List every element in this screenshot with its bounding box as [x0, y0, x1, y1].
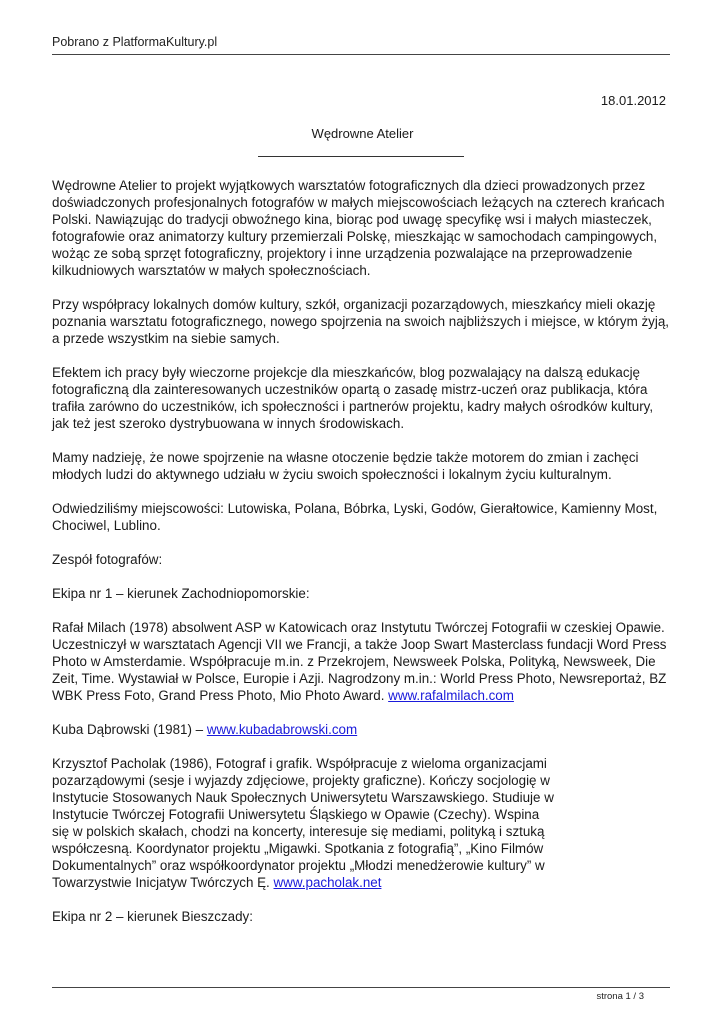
- bio-pacholak: [52, 755, 560, 891]
- bio-milach: [52, 619, 672, 704]
- paragraph: Ekipa nr 2 – kierunek Bieszczady:: [52, 909, 253, 924]
- document-date: 18.01.2012: [600, 93, 666, 108]
- dabrowski-website-link[interactable]: www.kubadabrowski.com: [206, 722, 358, 737]
- footer-divider: [52, 987, 670, 988]
- paragraph: Efektem ich pracy były wieczorne projekcje dla mieszkańców, blog pozwalający na dalszą edukację fotograficzną dla zainteresowanych uczestników opartą o zasadę mistrz-uczeń oraz publikacja, która trafiła zarówno do uczestników, ich społeczności i partnerów projektu, kadry małych ośrodków kultury, jak też jest szeroko dystrybuowana w innych środowiskach.: [52, 365, 654, 431]
- document-title: Wędrowne Atelier: [311, 126, 414, 141]
- paragraph: Mamy nadzieję, że nowe spojrzenie na własne otoczenie będzie także motorem do zmian i zachęci młodych ludzi do aktywnego udziału w życiu swoich społeczności i lokalnym życiu kulturalnym.: [52, 450, 639, 482]
- bio-dabrowski: [52, 721, 672, 738]
- document-body: [52, 177, 672, 942]
- paragraph: Ekipa nr 1 – kierunek Zachodniopomorskie:: [52, 586, 310, 601]
- paragraph: Przy współpracy lokalnych domów kultury, szkół, organizacji pozarządowych, mieszkańcy mieli okazję poznania warsztatu fotograficznego, nowego spojrzenia na swoich najbliższych i miejsce, w którym żyją, a przede wszystkim na siebie samych.: [52, 297, 670, 346]
- bio-text: Krzysztof Pacholak (1986), Fotograf i grafik. Współpracuje z wieloma organizacjami pozarządowymi (sesje i wyjazdy zdjęciowe, projekty graficzne). Kończy socjologię w Instytucie Stosowanych Nauk Społecznych Uniwersytetu Warszawskiego. Studiuje w Instytucie Twórczej Fotografii Uniwersytetu Śląskiego w Opawie (Czechy). Wspina się w polskich skałach, chodzi na koncerty, interesuje się mediami, polityką i sztuką współczesną. Koordynator projektu „Migawki. Spotkania z fotografią”, „Kino Filmów Dokumentalnych” oraz współkoordynator projektu „Młodzi menedżerowie kultury” w Towarzystwie Inicjatyw Twórczych Ę.: [52, 756, 554, 890]
- header-divider: [52, 54, 670, 55]
- bio-text: Rafał Milach (1978) absolwent ASP w Katowicach oraz Instytutu Twórczej Fotografii w czeskiej Opawie. Uczestniczył w warsztatach Agencji VII we Francji, a także Joop Swart Masterclass fundacji Word Press Photo w Amsterdamie. Współpracuje m.in. z Przekrojem, Newsweek Polska, Polityką, Newsweek, Die Zeit, Time. Wystawiał w Polsce, Europie i Azji. Nagrodzony m.in.: World Press Photo, Newsreportaż, BZ WBK Press Foto, Grand Press Photo, Mio Photo Award.: [52, 620, 667, 703]
- milach-website-link[interactable]: www.rafalmilach.com: [388, 688, 514, 703]
- header-source: Pobrano z PlatformaKultury.pl: [52, 35, 218, 49]
- paragraph: Odwiedziliśmy miejscowości: Lutowiska, Polana, Bóbrka, Lyski, Godów, Gierałtowice, Kamienny Most, Chociwel, Lublino.: [52, 501, 658, 533]
- bio-text: Kuba Dąbrowski (1981) –: [52, 722, 207, 737]
- pacholak-website-link[interactable]: www.pacholak.net: [273, 875, 382, 890]
- title-underline: [258, 156, 464, 157]
- paragraph: Zespół fotografów:: [52, 552, 163, 567]
- page-number: strona 1 / 3: [596, 991, 644, 1002]
- paragraph: Wędrowne Atelier to projekt wyjątkowych warsztatów fotograficznych dla dzieci prowadzonych przez doświadczonych profesjonalnych fotografów w małych miejscowościach leżących na czterech krańcach Polski. Nawiązując do tradycji obwoźnego kina, biorąc pod uwagę specyfikę wsi i małych miasteczek, fotografowie oraz animatorzy kultury przemierzali Polskę, mieszkając w samochodach campingowych, wożąc ze sobą sprzęt fotograficzny, projektory i inne urządzenia pozwalające na przeprowadzenie kilkudniowych warsztatów w małych społecznościach.: [52, 178, 665, 278]
